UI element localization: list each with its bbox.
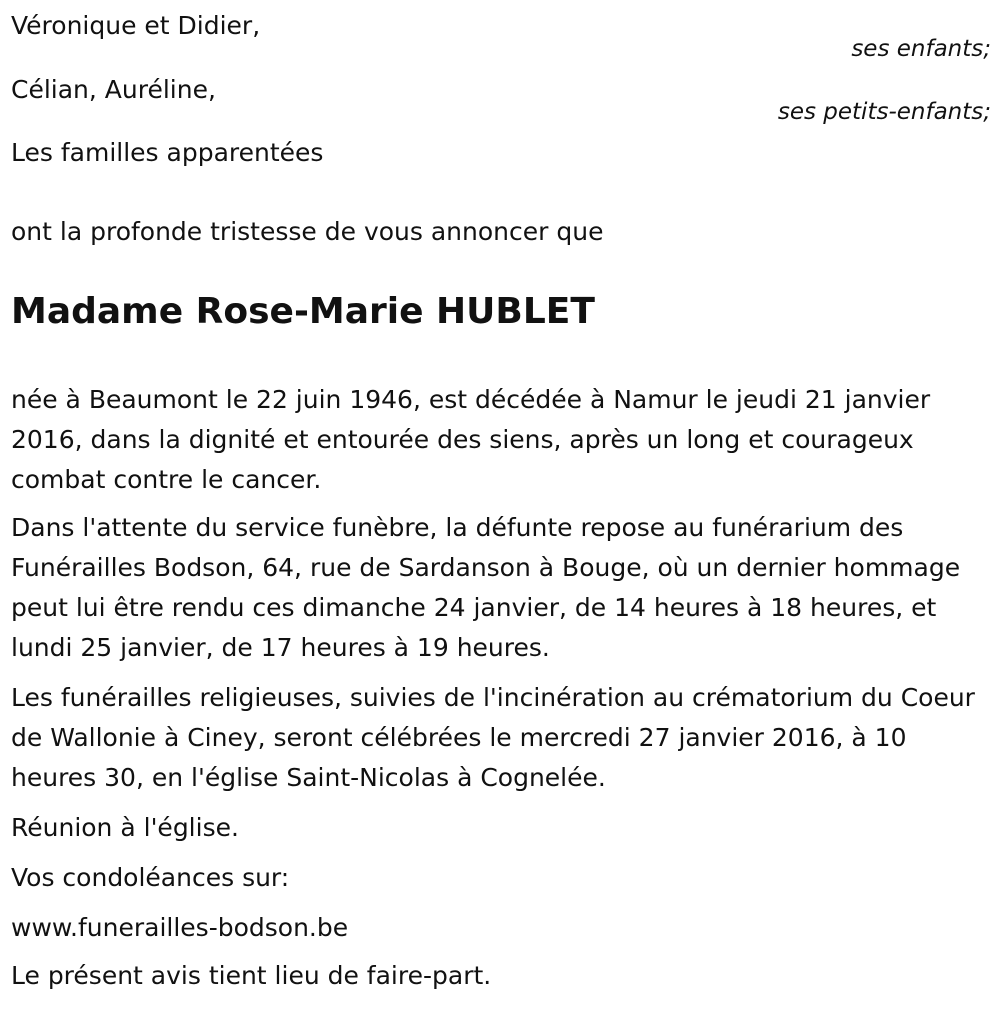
related-families: Les familles apparentées	[11, 138, 324, 167]
obituary-notice	[11, 0, 993, 1012]
grandchildren-names: Célian, Auréline,	[11, 75, 216, 104]
website-link[interactable]: www.funerailles-bodson.be	[11, 913, 349, 942]
condolences-label: Vos condoléances sur:	[11, 863, 290, 892]
deceased-name: Madame Rose-Marie HUBLET	[11, 291, 595, 332]
children-role: ses enfants;	[851, 36, 991, 62]
children-names: Véronique et Didier,	[11, 11, 261, 40]
notice-text: Le présent avis tient lieu de faire-part.	[11, 961, 492, 990]
grandchildren-role: ses petits-enfants;	[777, 99, 991, 125]
birth-death-paragraph: née à Beaumont le 22 juin 1946, est décédée à Namur le jeudi 21 janvier 2016, dans la dignité et entourée des siens, après un long et courageux combat contre le cancer.	[11, 385, 931, 494]
funeral-paragraph: Les funérailles religieuses, suivies de l'incinération au crématorium du Coeur de Wallonie à Ciney, seront célébrées le mercredi 27 janvier 2016, à 10 heures 30, en l'église Saint-Nicolas à Cognelée.	[11, 683, 975, 792]
visitation-paragraph: Dans l'attente du service funèbre, la défunte repose au funérarium des Funérailles Bodson, 64, rue de Sardanson à Bouge, où un dernier hommage peut lui être rendu ces dimanche 24 janvier, de 14 heures à 18 heures, et lundi 25 janvier, de 17 heures à 19 heures.	[11, 513, 961, 662]
announcement-intro: ont la profonde tristesse de vous annoncer que	[11, 217, 604, 246]
meeting-text: Réunion à l'église.	[11, 813, 239, 842]
